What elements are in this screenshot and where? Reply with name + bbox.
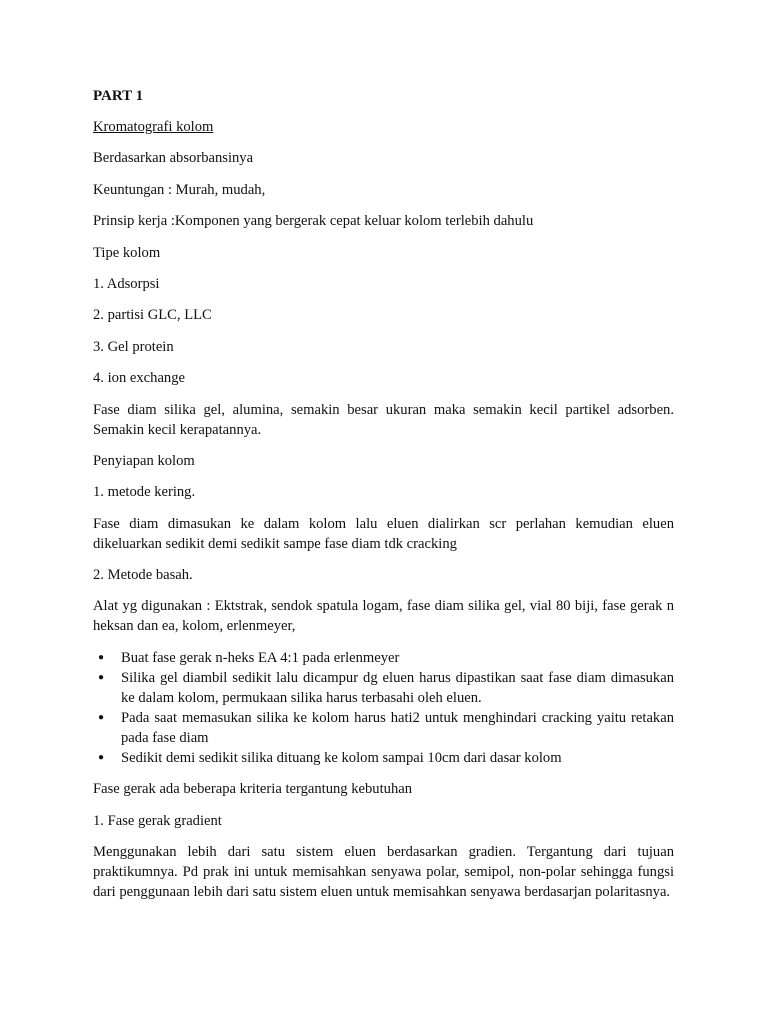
document-title: PART 1	[93, 88, 144, 104]
paragraph: Keuntungan : Murah, mudah,	[93, 181, 266, 198]
bullet-icon: ●	[98, 651, 105, 663]
list-item: 1. Fase gerak gradient	[93, 812, 222, 829]
bullet-text: Buat fase gerak n-heks EA 4:1 pada erlenmeyer	[121, 649, 400, 666]
document-subtitle: Kromatografi kolom	[93, 119, 214, 135]
list-item: 3. Gel protein	[93, 338, 174, 355]
paragraph: Prinsip kerja :Komponen yang bergerak cepat keluar kolom terlebih dahulu	[93, 213, 534, 230]
list-item: 2. partisi GLC, LLC	[93, 307, 212, 324]
list-item: 1. metode kering.	[93, 484, 196, 501]
paragraph: Fase gerak ada beberapa kriteria tergantung kebutuhan	[93, 781, 413, 798]
paragraph: Fase diam silika gel, alumina, semakin besar ukuran maka semakin kecil partikel adsorben. Semakin kecil kerapatannya.	[93, 401, 674, 438]
document-page	[93, 86, 674, 913]
section-heading: Penyiapan kolom	[93, 452, 195, 469]
bullet-item	[93, 748, 674, 768]
bullet-text: Pada saat memasukan silika ke kolom harus hati2 untuk menghindari cracking yaitu retakan pada fase diam	[121, 709, 674, 746]
section-heading: Tipe kolom	[93, 244, 161, 261]
bullet-icon: ●	[98, 711, 105, 723]
list-item: 1. Adsorpsi	[93, 275, 160, 292]
paragraph: Menggunakan lebih dari satu sistem eluen berdasarkan gradien. Tergantung dari tujuan praktikumnya. Pd prak ini untuk memisahkan senyawa polar, semipol, non-polar sehingga fungsi dari penggunaan lebih dari satu sistem eluen untuk memisahkan senyawa berdasarjan polaritasnya.	[93, 844, 674, 901]
bullet-text: Sedikit demi sedikit silika dituang ke kolom sampai 10cm dari dasar kolom	[121, 749, 562, 766]
paragraph: Berdasarkan absorbansinya	[93, 150, 254, 167]
list-item: 4. ion exchange	[93, 370, 185, 387]
bullet-text: Silika gel diambil sedikit lalu dicampur dg eluen harus dipastikan saat fase diam dimasukan ke dalam kolom, permukaan silika harus terbasahi oleh eluen.	[121, 669, 674, 706]
bullet-list	[93, 648, 674, 768]
bullet-icon: ●	[98, 671, 105, 683]
bullet-item	[93, 668, 674, 708]
paragraph: Alat yg digunakan : Ektstrak, sendok spatula logam, fase diam silika gel, vial 80 biji, fase gerak n heksan dan ea, kolom, erlenmeyer,	[93, 598, 674, 635]
bullet-item	[93, 708, 674, 748]
bullet-item	[93, 648, 674, 668]
list-item: 2. Metode basah.	[93, 567, 193, 584]
bullet-icon: ●	[98, 751, 105, 763]
paragraph: Fase diam dimasukan ke dalam kolom lalu eluen dialirkan scr perlahan kemudian eluen dikeluarkan sedikit demi sedikit sampe fase diam tdk cracking	[93, 515, 674, 552]
